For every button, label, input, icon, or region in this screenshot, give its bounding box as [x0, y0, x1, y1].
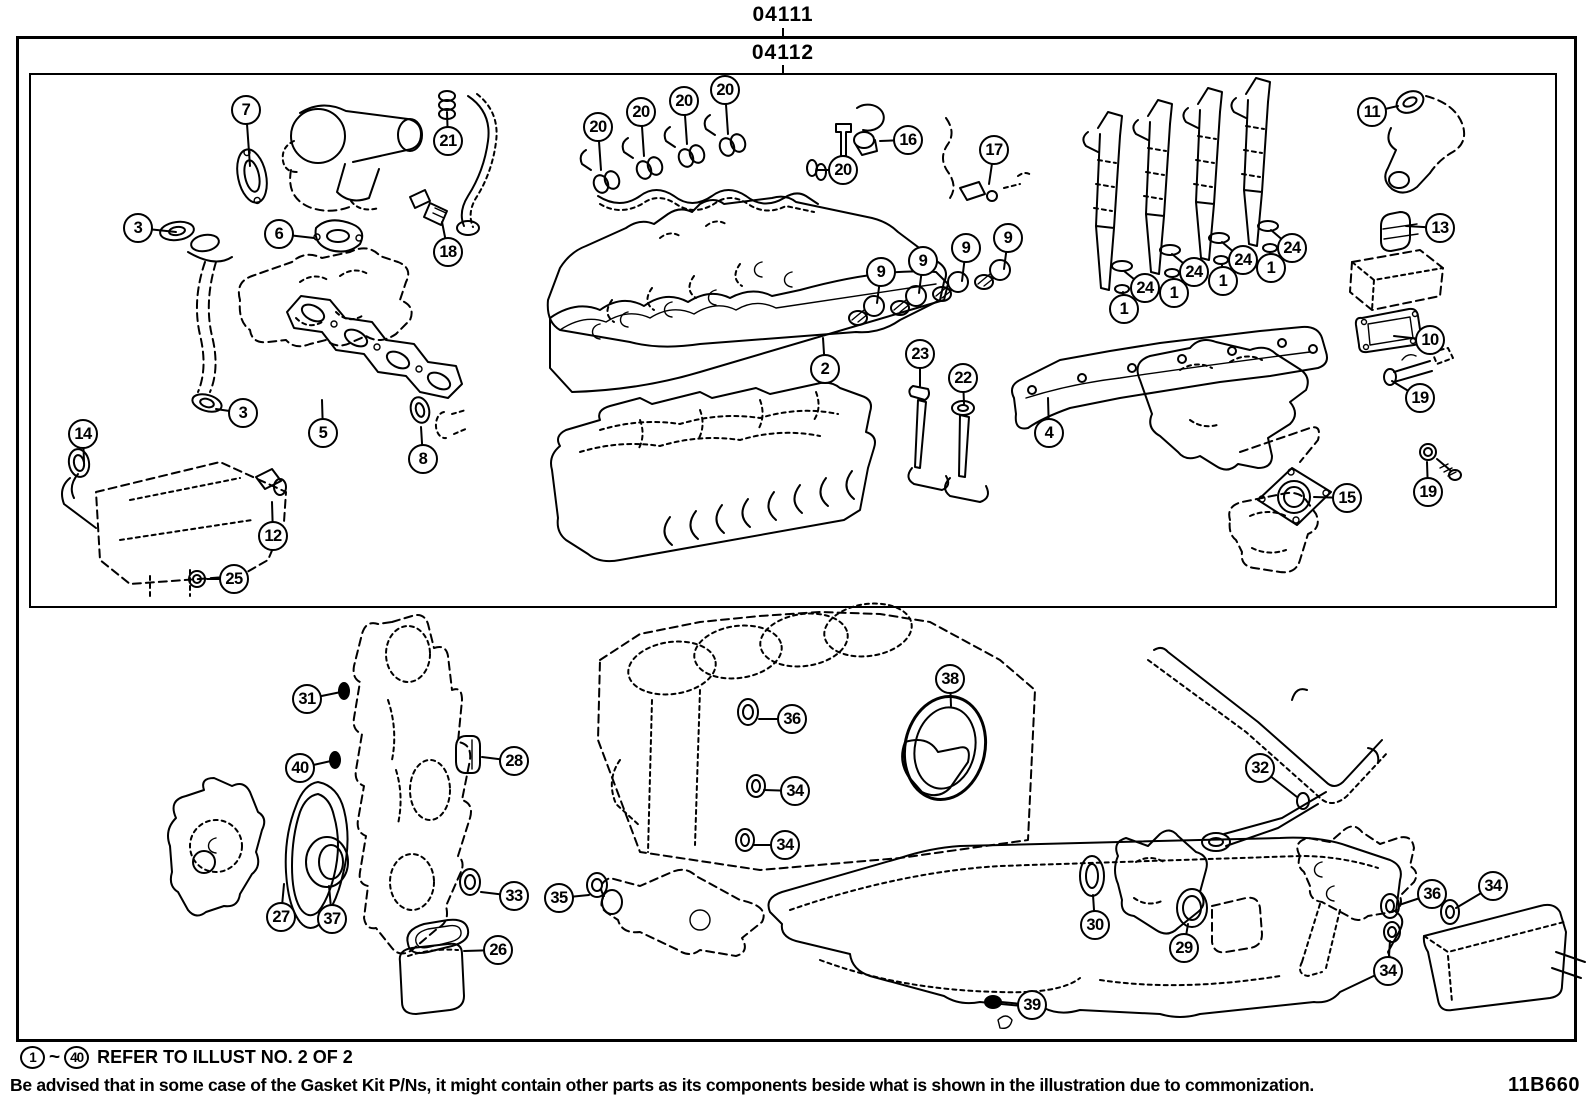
part-water-pump [168, 778, 264, 916]
part-plug-40 [330, 752, 340, 768]
callout-1: 1 [1256, 253, 1286, 283]
callout-22: 22 [948, 363, 978, 393]
part-manifold-gasket-5 [287, 296, 462, 398]
part-front-seal-37 [306, 837, 348, 887]
callout-20: 20 [669, 86, 699, 116]
callout-34: 34 [1373, 956, 1403, 986]
reference-text: REFER TO ILLUST NO. 2 OF 2 [97, 1047, 353, 1067]
part-oil-pan [769, 838, 1403, 1017]
circled-number-end: 40 [64, 1046, 89, 1069]
part-engine-block [598, 598, 1035, 870]
part-timing-cover [354, 615, 471, 954]
callout-30: 30 [1080, 910, 1110, 940]
callout-36: 36 [1417, 879, 1447, 909]
callout-14: 14 [68, 419, 98, 449]
footer-reference-line [20, 1046, 353, 1069]
part-oil-filter-cap [400, 944, 464, 1014]
callout-39: 39 [1017, 990, 1047, 1020]
callout-34: 34 [770, 830, 800, 860]
part-egr-pipe [190, 262, 223, 415]
callout-2: 2 [810, 354, 840, 384]
part-union-nozzle-18 [410, 190, 447, 225]
part-egr-gasket-3 [159, 220, 232, 262]
tilde-symbol: ~ [49, 1046, 61, 1068]
part-turbo-gasket-6 [314, 220, 362, 251]
part-oil-feed-tube [457, 94, 497, 235]
callout-25: 25 [219, 564, 249, 594]
callout-31: 31 [292, 684, 322, 714]
callout-32: 32 [1245, 753, 1275, 783]
callout-7: 7 [231, 95, 261, 125]
part-intake-gasket-4 [1012, 327, 1327, 429]
part-water-outlet-gasket-7 [233, 147, 272, 207]
part-valve-cover-gasket-2 [550, 271, 948, 392]
callout-20: 20 [828, 155, 858, 185]
callout-21: 21 [433, 126, 463, 156]
part-oil-cooler-box [1424, 905, 1585, 1010]
callout-24: 24 [1277, 233, 1307, 263]
callout-26: 26 [483, 935, 513, 965]
callout-1: 1 [1208, 266, 1238, 296]
part-stud-19a [1384, 348, 1453, 385]
circled-number-start: 1 [20, 1046, 45, 1069]
part-block-orings [736, 699, 765, 851]
callout-20: 20 [710, 75, 740, 105]
callout-28: 28 [499, 746, 529, 776]
callout-34: 34 [1478, 871, 1508, 901]
part-cooler-orings [1381, 894, 1459, 942]
callout-17: 17 [979, 135, 1009, 165]
figure-code: 11B660 [1508, 1074, 1580, 1096]
callout-10: 10 [1415, 325, 1445, 355]
callout-24: 24 [1179, 257, 1209, 287]
callout-35: 35 [544, 883, 574, 913]
part-cylinder-head [551, 383, 875, 561]
part-pipe-rings-8 [408, 395, 468, 438]
callout-20: 20 [626, 97, 656, 127]
callout-40: 40 [285, 753, 315, 783]
callout-8: 8 [408, 444, 438, 474]
callout-29: 29 [1169, 933, 1199, 963]
callout-20: 20 [583, 112, 613, 142]
part-valve-stem-seals-20 [581, 115, 851, 212]
callout-16: 16 [893, 125, 923, 155]
part-rear-crank-seal-38 [895, 689, 995, 807]
callout-1: 1 [1159, 278, 1189, 308]
footer-note: Be advised that in some case of the Gasket Kit P/Ns, it might contain other parts as its components beside what is shown in the illustration due to commonization. [10, 1075, 1314, 1095]
part-turbocharger [283, 105, 422, 210]
callout-33: 33 [499, 881, 529, 911]
callout-4: 4 [1034, 418, 1064, 448]
callout-24: 24 [1130, 273, 1160, 303]
part-oring-33 [460, 869, 480, 895]
callout-3: 3 [123, 213, 153, 243]
callout-5: 5 [308, 418, 338, 448]
part-pump-gasket-27 [286, 782, 348, 928]
part-thermostat-housing [1080, 830, 1262, 952]
callout-9: 9 [866, 257, 896, 287]
part-mount-bracket [601, 870, 764, 956]
callout-11: 11 [1357, 97, 1387, 127]
part-exhaust-manifold-right [1138, 340, 1319, 470]
part-oil-cooler-assembly [62, 447, 286, 600]
part-cap-and-bolt-16 [854, 105, 884, 155]
callout-13: 13 [1425, 213, 1455, 243]
callout-9: 9 [993, 223, 1023, 253]
callout-36: 36 [777, 704, 807, 734]
part-valve-22 [945, 401, 988, 502]
part-plug-31 [339, 683, 349, 699]
part-collar-13 [1381, 212, 1418, 251]
callout-38: 38 [935, 664, 965, 694]
part-code-secondary: 04112 [751, 41, 815, 64]
part-drain-plug-39 [985, 996, 1012, 1028]
part-bolts-9 [849, 260, 1010, 325]
part-exhaust-manifold-left [239, 248, 412, 346]
part-valve-23 [908, 386, 948, 490]
callout-12: 12 [258, 521, 288, 551]
callout-15: 15 [1332, 483, 1362, 513]
part-harness-17 [943, 118, 1032, 201]
callout-6: 6 [264, 219, 294, 249]
callout-9: 9 [908, 246, 938, 276]
part-valve-cover [548, 197, 946, 347]
callout-3: 3 [228, 398, 258, 428]
callout-19: 19 [1405, 383, 1435, 413]
callout-19: 19 [1413, 477, 1443, 507]
part-code-primary: 04111 [752, 3, 814, 26]
callout-23: 23 [905, 339, 935, 369]
part-turbo-outlet-elbow-11 [1385, 87, 1464, 193]
callout-18: 18 [433, 237, 463, 267]
callout-9: 9 [951, 233, 981, 263]
part-bypass-pipe-32 [1148, 648, 1388, 851]
callout-34: 34 [780, 776, 810, 806]
callout-37: 37 [317, 904, 347, 934]
callout-24: 24 [1228, 245, 1258, 275]
callout-1: 1 [1109, 294, 1139, 324]
part-turbine-inlet [1229, 493, 1318, 572]
callout-27: 27 [266, 902, 296, 932]
